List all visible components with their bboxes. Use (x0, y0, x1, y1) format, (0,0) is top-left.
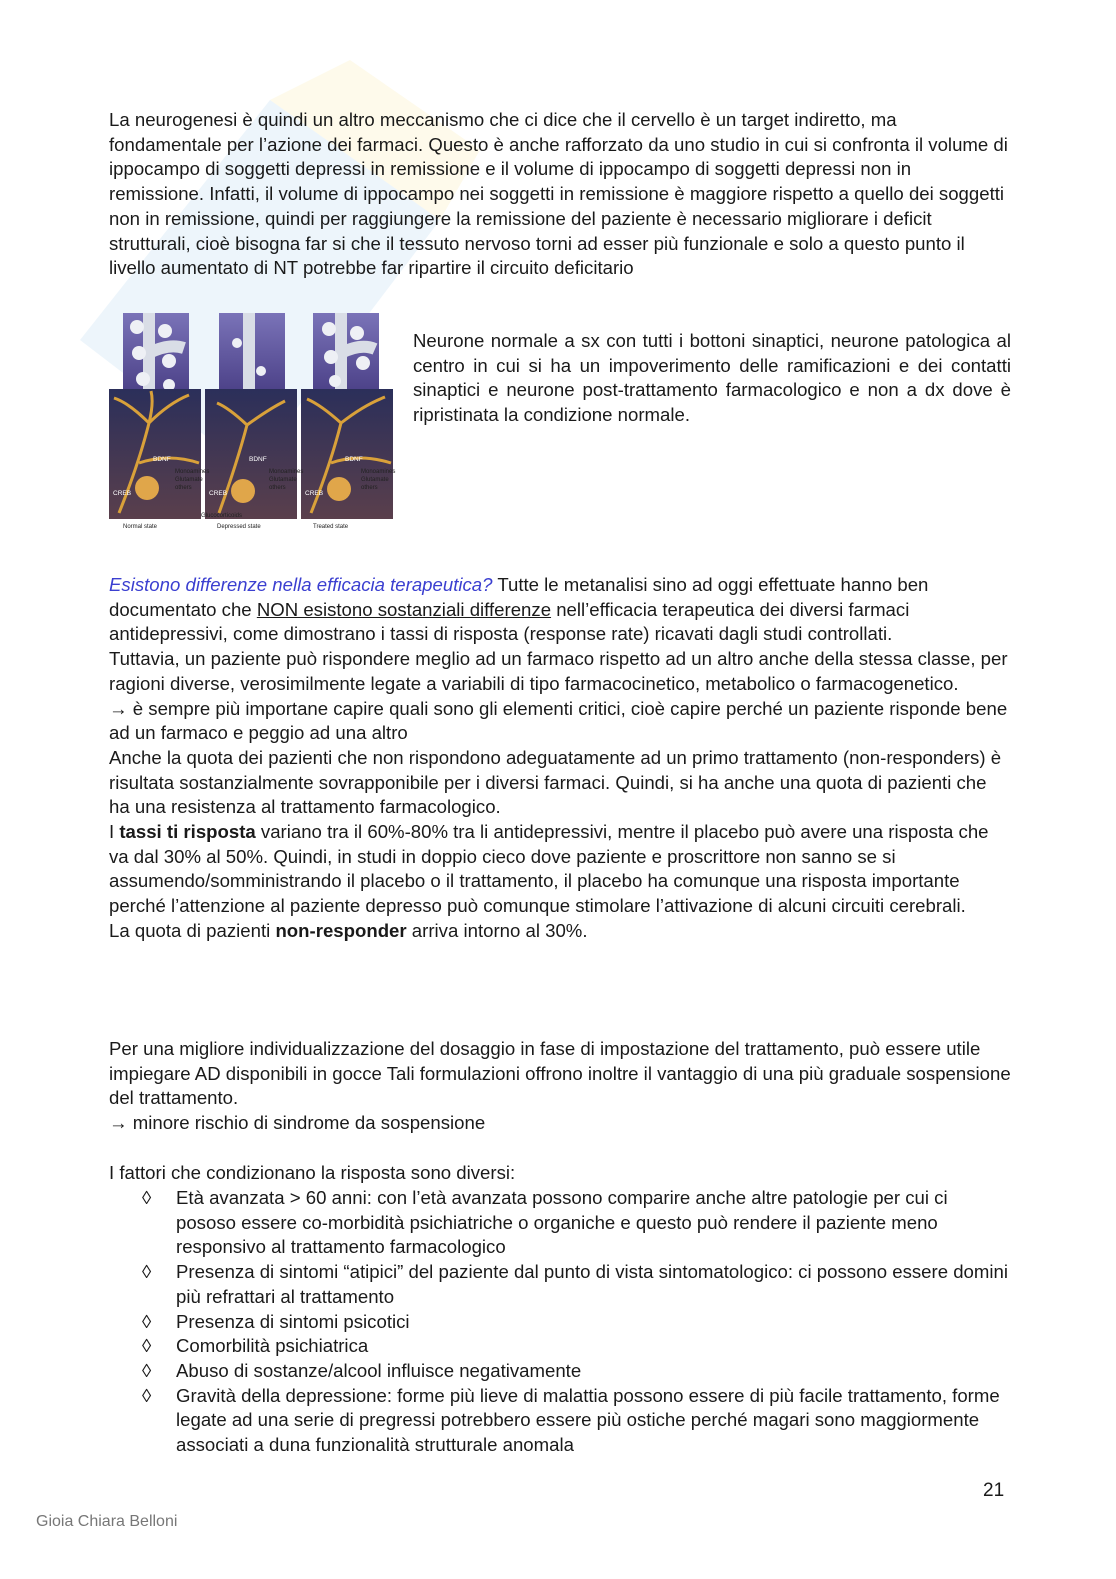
arrow-icon: → (109, 1112, 128, 1134)
svg-text:Monoamines: Monoamines (175, 469, 210, 475)
efficacy-line-6 (109, 919, 1011, 944)
diamond-bullet-icon: ◊ (142, 1384, 152, 1406)
svg-text:Glutamate: Glutamate (361, 477, 389, 483)
underlined-statement: NON esistono sostanziali differenze (256, 598, 552, 620)
efficacy-line-1 (109, 573, 1011, 647)
efficacy-question: Esistono differenze nella efficacia terapeutica? (109, 574, 493, 595)
diamond-bullet-icon: ◊ (142, 1335, 152, 1357)
list-item (109, 1359, 1011, 1384)
factors-intro: I fattori che condizionano la risposta sono diversi: (109, 1162, 516, 1183)
nonresponder-term: non-responder (275, 919, 407, 941)
efficacy-line-2: Tuttavia, un paziente può rispondere meglio ad un farmaco rispetto ad un altro anche della stessa classe, per ragioni diverse, verosimilmente legate a variabili di tipo farmacocinetico, metabolico o farmacogenetico. (109, 648, 1008, 694)
svg-text:CREB: CREB (209, 490, 228, 497)
diamond-bullet-icon: ◊ (142, 1310, 152, 1332)
list-item (109, 1334, 1011, 1359)
efficacy-line-3 (109, 697, 1011, 746)
panel-treated (301, 313, 396, 519)
list-item-text: Comorbilità psichiatrica (176, 1335, 369, 1357)
svg-text:CREB: CREB (113, 490, 132, 497)
svg-text:BDNF: BDNF (345, 456, 363, 463)
list-item-text: Presenza di sintomi “atipici” del paziente dal punto di vista sintomatologico: ci possono essere domini più refrattari al trattamento (176, 1261, 1008, 1307)
diamond-bullet-icon: ◊ (142, 1187, 152, 1208)
list-item-text: Età avanzata > 60 anni: con l’età avanzata possono comparire anche altre patologie per cui ci pososo essere co-morbidità psichiatriche o organiche e questo può rendere il paziente meno responsivo al trattamento farmacologico (176, 1187, 948, 1258)
list-item (109, 1310, 1011, 1335)
efficacy-text-2: nell’efficacia terapeutica dei diversi farmaci antidepressivi, come dimostrano i tassi di risposta (response rate) ricavati dagli studi controllati. (109, 598, 910, 645)
svg-text:Normal state: Normal state (123, 524, 158, 530)
list-item-text: Abuso di sostanze/alcool influisce negativamente (176, 1359, 582, 1381)
page-number: 21 (983, 1480, 1005, 1501)
neuron-states-figure (109, 313, 399, 539)
author-footer: Gioia Chiara Belloni (36, 1513, 178, 1530)
svg-text:Glutamate: Glutamate (269, 477, 297, 483)
list-item-text: Presenza di sintomi psicotici (176, 1310, 410, 1332)
list-item (109, 1186, 1011, 1260)
svg-text:CREB: CREB (305, 490, 324, 497)
efficacy-line-5 (109, 820, 1011, 919)
nonresponder-text: arriva intorno al 30%. (406, 919, 588, 941)
svg-text:Treated state: Treated state (313, 524, 349, 530)
svg-text:Monoamines: Monoamines (269, 469, 304, 475)
efficacy-text-3: è sempre più importane capire quali sono gli elementi critici, cioè capire perché un paziente risponde bene ad un farmaco e peggio ad una altro (109, 697, 1008, 744)
svg-text:others: others (361, 485, 378, 491)
rate-prefix: I (109, 821, 120, 843)
svg-text:others: others (175, 485, 192, 491)
arrow-icon: → (109, 697, 128, 719)
svg-text:BDNF: BDNF (249, 456, 267, 463)
efficacy-line-4: Anche la quota dei pazienti che non rispondono adeguatamente ad un primo trattamento (non-responders) è risultata sostanzialmente sovrapponibile per i diversi farmaci. Quindi, si ha anche una quota di pazienti che ha una resistenza al trattamento farmacologico. (109, 746, 1002, 818)
svg-text:Monoamines: Monoamines (361, 469, 396, 475)
neuron-illustration (109, 313, 399, 539)
nonresponder-prefix: La quota di pazienti (109, 919, 276, 941)
list-item (109, 1260, 1011, 1309)
rate-text: variano tra il 60%-80% tra li antidepressivi, mentre il placebo può avere una risposta che va dal 30% al 50%. Quindi, in studi in doppio cieco dove paziente e proscrittore non sanno se si assumendo/somministrando il placebo o il trattamento, il placebo ha comunque una risposta importante perché l’attenzione al paziente depresso può comunque stimolare l’attivazione di alcuni circuiti cerebrali. (109, 821, 989, 917)
svg-text:others: others (269, 485, 286, 491)
list-item (109, 1384, 1011, 1458)
svg-text:Depressed state: Depressed state (217, 524, 261, 530)
svg-text:BDNF: BDNF (153, 456, 171, 463)
response-rate-term: tassi ti risposta (119, 821, 256, 843)
paragraph-dosage (109, 1037, 1011, 1136)
list-item-text: Gravità della depressione: forme più lieve di malattia possono essere di più facile trattamento, forme legate ad una serie di pregressi potrebbero essere più ostiche perché magari sono maggiormente associati a duna funzionalità strutturale anomala (176, 1384, 1000, 1456)
figure-caption: Neurone normale a sx con tutti i bottoni sinaptici, neurone patologica al centro in cui si ha un impoverimento delle ramificazioni e dei contatti sinaptici e neurone post-trattamento farmacologico e non a dx dove è ripristinata la condizione normale. (413, 330, 1011, 426)
svg-text:Glutamate: Glutamate (175, 477, 203, 483)
svg-text:Glucocorticoids: Glucocorticoids (201, 513, 243, 519)
efficacy-text-1: Tutte le metanalisi sino ad oggi effettuate hanno ben documentato che (109, 574, 929, 620)
paragraph-neurogenesis: La neurogenesi è quindi un altro meccanismo che ci dice che il cervello è un target indiretto, ma fondamentale per l’azione dei farmaci. Questo è anche rafforzato da uno studio in cui si confronta il volume di ippocampo di soggetti depressi in remissione e il volume di ippocampo di soggetti depressi non in remissione. Infatti, il volume di ippocampo nei soggetti in remissione è maggiore rispetto a quello dei soggetti non in remissione, quindi per raggiungere la remissione del paziente è necessario migliorare i deficit strutturali, cioè bisogna far si che il tessuto nervoso torni ad esser più funzionale e solo a questo punto il livello aumentato di NT potrebbe far ripartire il circuito deficitario (109, 109, 1008, 279)
diamond-bullet-icon: ◊ (142, 1261, 152, 1283)
dosage-text: Per una migliore individualizzazione del dosaggio in fase di impostazione del trattamento, può essere utile impiegare AD disponibili in gocce Tali formulazioni offrono inoltre il vantaggio di una più graduale sospensione del trattamento. (109, 1038, 1011, 1109)
dosage-arrow-line (109, 1111, 1011, 1136)
factors-list (109, 1186, 1011, 1458)
paragraph-efficacy (109, 573, 1011, 944)
diamond-bullet-icon: ◊ (142, 1359, 152, 1381)
dosage-arrow-text: minore rischio di sindrome da sospensione (127, 1112, 486, 1134)
